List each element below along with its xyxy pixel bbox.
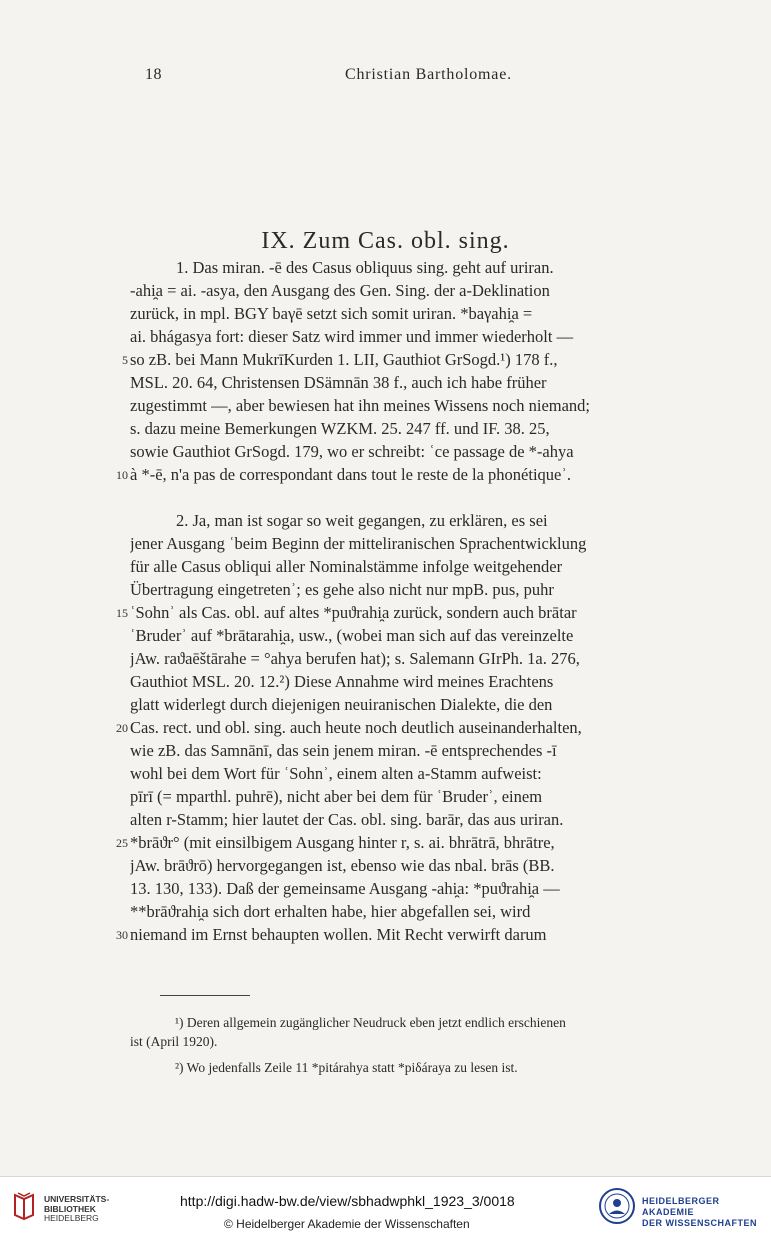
text-line-4: ai. bhágasya fort: dieser Satz wird immer und immer wiederholt — xyxy=(130,327,574,346)
text-line-11: 2. Ja, man ist sogar so weit gegangen, zu erklären, es sei xyxy=(176,511,548,530)
text-line-26: jAw. brāϑrō) hervorgegangen ist, ebenso wie das nbal. brās (BB. xyxy=(130,856,555,875)
text-line-29: niemand im Ernst behaupten wollen. Mit Recht verwirft darum xyxy=(130,925,547,944)
footnote-2: ²) Wo jedenfalls Zeile 11 *pitárahya statt *piδáraya zu lesen ist. xyxy=(175,1060,518,1075)
academy-name[interactable]: HEIDELBERGER AKADEMIE DER WISSENSCHAFTEN xyxy=(642,1196,758,1228)
line-number: 30 xyxy=(116,928,128,942)
text-line-17: jAw. raϑaēštārahe = °ahya berufen hat); s. Salemann GIrPh. 1a. 276, xyxy=(130,649,580,668)
library-name[interactable]: UNIVERSITÄTS- BIBLIOTHEK HEIDELBERG xyxy=(44,1194,110,1223)
text-line-21: wie zB. das Samnānī, das sein jenem miran. -ē entsprechendes -ī xyxy=(130,741,557,760)
book-logo-icon[interactable] xyxy=(12,1191,36,1221)
line-number: 15 xyxy=(116,606,128,620)
text-line-28: **brāϑrahi̯a sich dort erhalten habe, hier abgefallen sei, wird xyxy=(130,902,531,921)
text-line-12: jener Ausgang ʿbeim Beginn der mitteliranischen Sprachentwicklung xyxy=(130,534,587,553)
text-line-6: MSL. 20. 64, Christensen DSämnān 38 f., auch ich habe früher xyxy=(130,373,547,392)
footnote-1-continuation: ist (April 1920). xyxy=(130,1034,218,1049)
footer-bar xyxy=(0,1176,771,1237)
text-line-14: Übertragung eingetretenʾ; es gehe also nicht nur mpB. pus, puhr xyxy=(130,580,554,599)
permalink-url[interactable]: http://digi.hadw-bw.de/view/sbhadwphkl_1923_3/0018 xyxy=(180,1193,515,1209)
text-line-1: 1. Das miran. -ē des Casus obliquus sing. geht auf uriran. xyxy=(176,258,554,277)
line-number: 25 xyxy=(116,836,128,850)
text-line-19: glatt widerlegt durch diejenigen neuiranischen Dialekte, die den xyxy=(130,695,553,714)
line-number: 5 xyxy=(122,353,128,367)
text-line-5: so zB. bei Mann MukrīKurden 1. LII, Gauthiot GrSogd.¹) 178 f., xyxy=(130,350,558,369)
text-line-15: ʿSohnʾ als Cas. obl. auf altes *puϑrahi̯a zurück, sondern auch brātar xyxy=(130,603,577,622)
text-line-22: wohl bei dem Wort für ʿSohnʾ, einem alten a-Stamm aufweist: xyxy=(130,764,542,783)
text-line-7: zugestimmt —, aber bewiesen hat ihn meines Wissens noch niemand; xyxy=(130,396,591,415)
text-line-25: *brāϑr° (mit einsilbigem Ausgang hinter r, s. ai. bhrātrā, bhrātre, xyxy=(130,833,555,852)
line-number: 10 xyxy=(116,468,128,482)
text-line-13: für alle Casus obliqui aller Nominalstämme infolge weitgehender xyxy=(130,557,563,576)
text-line-9: sowie Gauthiot GrSogd. 179, wo er schreibt: ʿce passage de *-ahya xyxy=(130,442,574,461)
footnote-1: ¹) Deren allgemein zugänglicher Neudruck eben jetzt endlich erschienen xyxy=(175,1015,566,1030)
line-number: 20 xyxy=(116,721,128,735)
running-head xyxy=(145,66,745,90)
section-heading: IX. Zum Cas. obl. sing. xyxy=(261,228,510,254)
text-line-18: Gauthiot MSL. 20. 12.²) Diese Annahme wird meines Erachtens xyxy=(130,672,554,691)
text-line-20: Cas. rect. und obl. sing. auch heute noch deutlich auseinanderhalten, xyxy=(130,718,582,737)
text-line-24: alten r-Stamm; hier lautet der Cas. obl. sing. barār, das aus uriran. xyxy=(130,810,564,829)
text-line-10: à *-ē, n'a pas de correspondant dans tout le reste de la phonétiqueʾ. xyxy=(130,465,571,484)
academy-seal-icon[interactable] xyxy=(598,1187,636,1225)
running-title: Christian Bartholomae. xyxy=(345,66,512,83)
text-line-23: pīrī (= mparthl. puhrē), nicht aber bei dem für ʿBruderʾ, einem xyxy=(130,787,543,806)
text-line-27: 13. 130, 133). Daß der gemeinsame Ausgang -ahi̯a: *puϑrahi̯a — xyxy=(130,879,560,898)
page-number: 18 xyxy=(145,66,162,83)
copyright-notice: © Heidelberger Akademie der Wissenschaften xyxy=(224,1217,470,1231)
text-line-3: zurück, in mpl. BGY baγē setzt sich somit uriran. *baγahi̯a = xyxy=(130,304,533,323)
text-line-2: -ahi̯a = ai. -asya, den Ausgang des Gen. Sing. der a-Deklination xyxy=(130,281,550,300)
text-line-8: s. dazu meine Bemerkungen WZKM. 25. 247 ff. und IF. 38. 25, xyxy=(130,419,550,438)
text-line-16: ʿBruderʾ auf *brātarahi̯a, usw., (wobei man sich auf das vereinzelte xyxy=(130,626,574,645)
footnote-rule xyxy=(160,995,250,996)
